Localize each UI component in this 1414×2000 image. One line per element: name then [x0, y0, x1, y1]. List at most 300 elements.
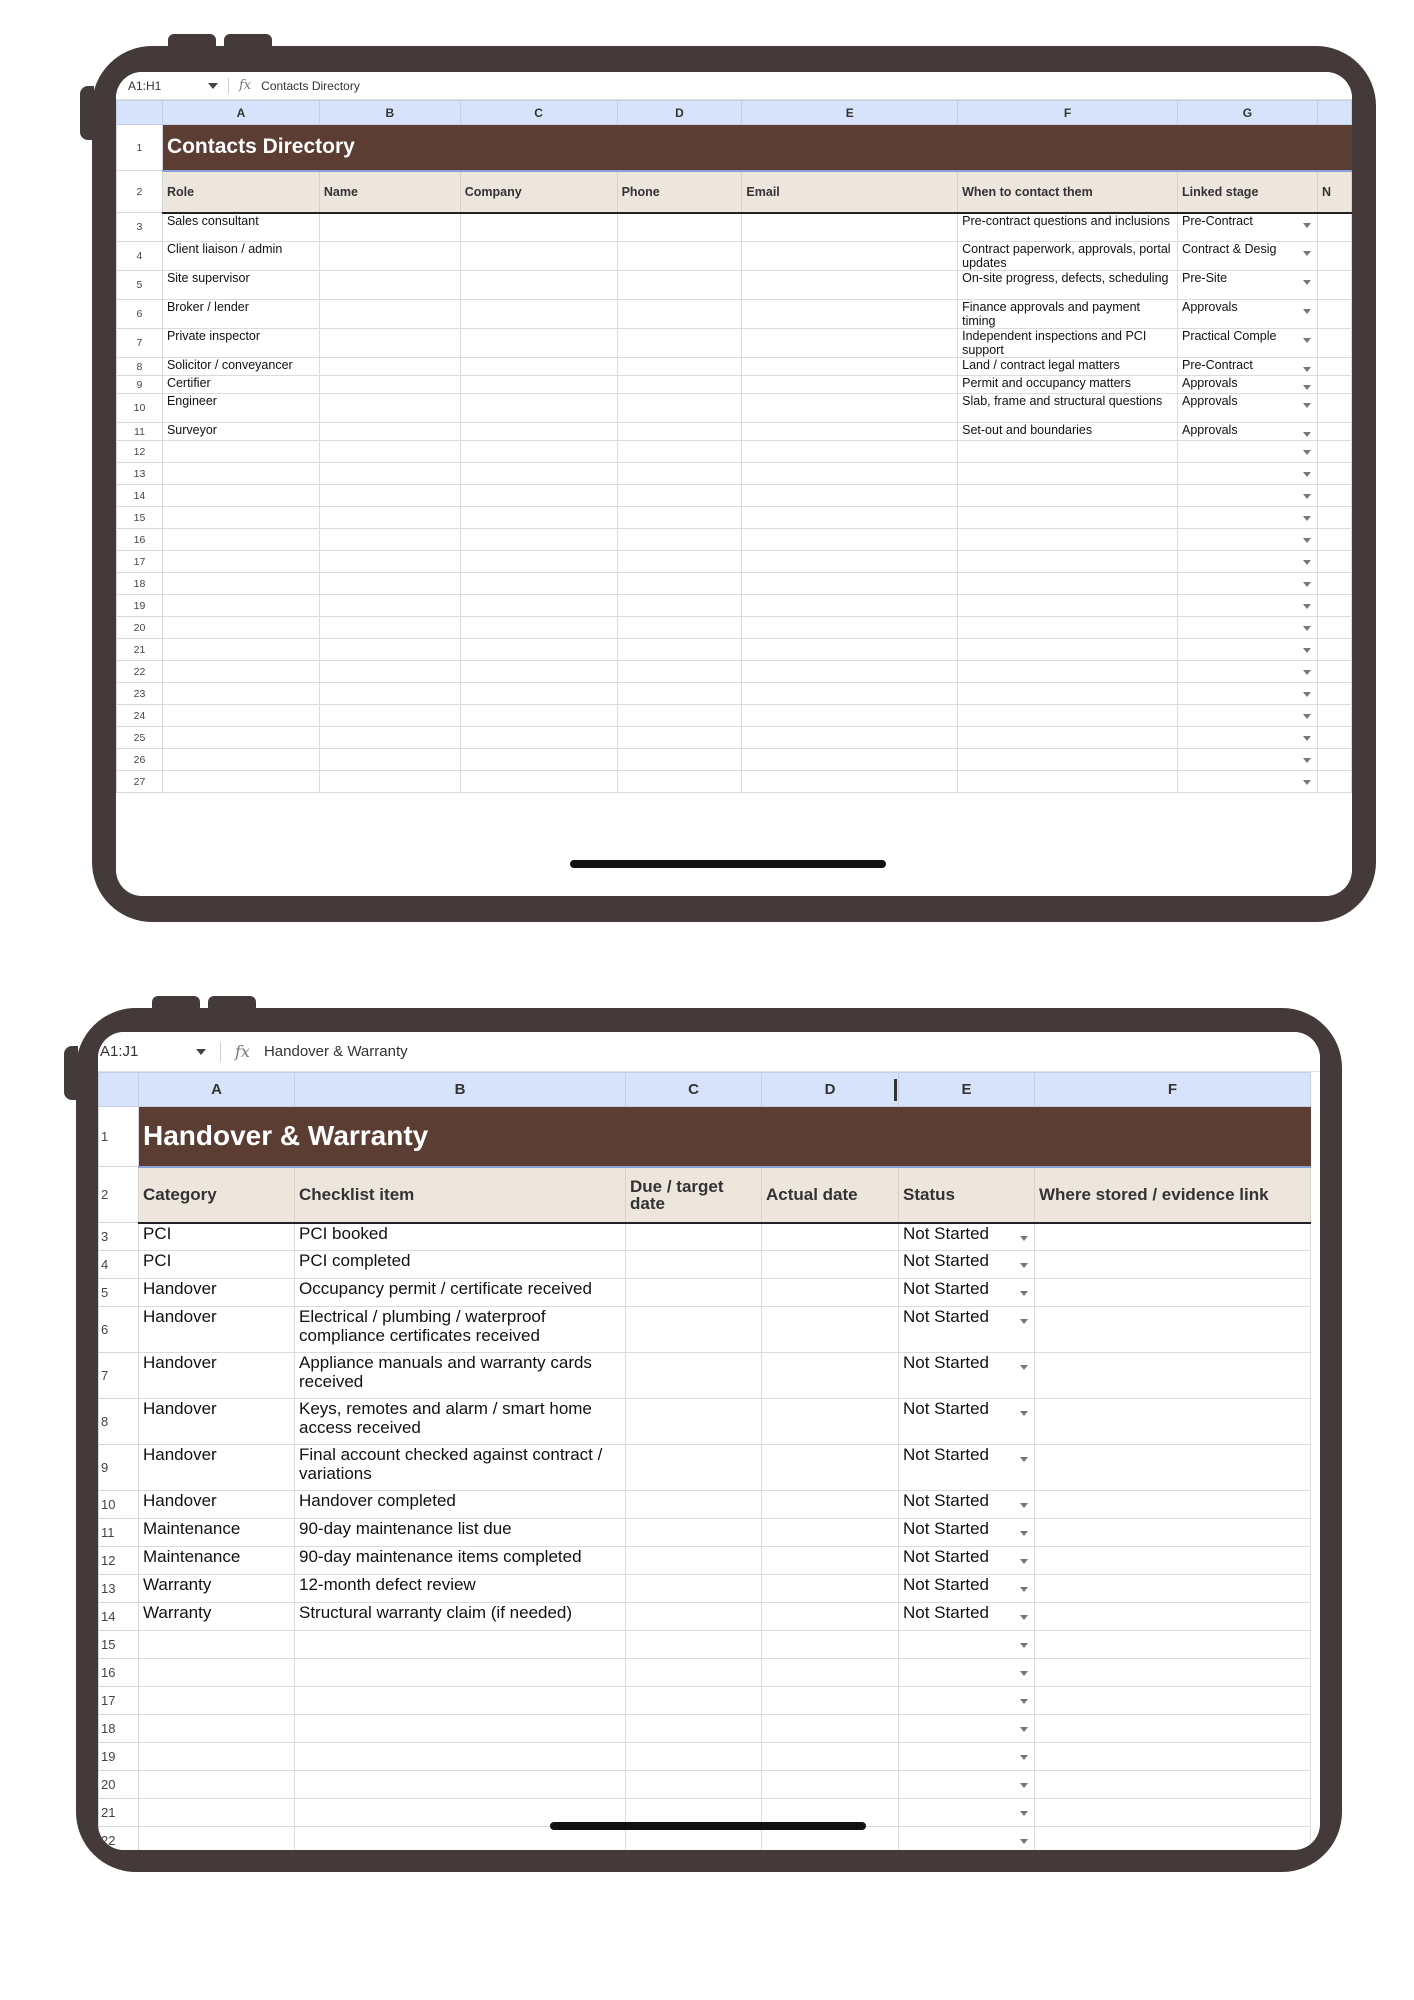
empty-cell[interactable]: [162, 617, 319, 639]
cell-evidence-link[interactable]: [1035, 1251, 1311, 1279]
cell-role[interactable]: Solicitor / conveyancer: [162, 358, 319, 376]
cell-due-date[interactable]: [626, 1547, 762, 1575]
formula-input[interactable]: Handover & Warranty: [263, 1043, 408, 1060]
spreadsheet-grid[interactable]: [116, 100, 1352, 793]
column-header-d[interactable]: [762, 1073, 899, 1107]
cell-due-date[interactable]: [626, 1603, 762, 1631]
empty-cell[interactable]: [1035, 1659, 1311, 1687]
cell-actual-date[interactable]: [762, 1491, 899, 1519]
empty-cell[interactable]: [626, 1743, 762, 1771]
cell-status-dropdown[interactable]: [899, 1399, 1035, 1445]
table-row[interactable]: [117, 463, 1352, 485]
table-row[interactable]: [99, 1491, 1311, 1519]
table-row[interactable]: [99, 1827, 1311, 1851]
empty-cell[interactable]: [742, 661, 958, 683]
empty-cell[interactable]: [1317, 507, 1351, 529]
chevron-down-icon[interactable]: [1303, 472, 1311, 477]
empty-cell[interactable]: [295, 1715, 626, 1743]
cell-status-dropdown[interactable]: [899, 1445, 1035, 1491]
empty-cell[interactable]: [626, 1631, 762, 1659]
column-header-e[interactable]: E: [742, 101, 958, 125]
cell-linked-stage-dropdown[interactable]: [1177, 329, 1317, 358]
empty-cell[interactable]: [319, 463, 460, 485]
cell-category[interactable]: Handover: [139, 1307, 295, 1353]
table-row[interactable]: [117, 394, 1352, 423]
cell-status-dropdown[interactable]: [899, 1799, 1035, 1827]
empty-cell[interactable]: [319, 529, 460, 551]
empty-cell[interactable]: [460, 595, 617, 617]
empty-cell[interactable]: [617, 727, 742, 749]
row-number[interactable]: 5: [99, 1279, 139, 1307]
cell-status-dropdown[interactable]: [899, 1687, 1035, 1715]
cell-status-dropdown[interactable]: [899, 1519, 1035, 1547]
cell-checklist-item[interactable]: Occupancy permit / certificate received: [295, 1279, 626, 1307]
empty-cell[interactable]: [295, 1631, 626, 1659]
empty-cell[interactable]: [319, 683, 460, 705]
row-number[interactable]: 16: [117, 529, 163, 551]
cell-role[interactable]: Broker / lender: [162, 300, 319, 329]
column-header-b[interactable]: B: [295, 1073, 626, 1107]
empty-cell[interactable]: [762, 1715, 899, 1743]
empty-cell[interactable]: [162, 485, 319, 507]
cell-evidence-link[interactable]: [1035, 1353, 1311, 1399]
cell-checklist-item[interactable]: PCI booked: [295, 1223, 626, 1251]
cell-role[interactable]: Engineer: [162, 394, 319, 423]
empty-cell[interactable]: [162, 661, 319, 683]
table-row[interactable]: [117, 376, 1352, 394]
cell-actual-date[interactable]: [762, 1399, 899, 1445]
cell-status-dropdown[interactable]: [899, 1547, 1035, 1575]
cell-when-to-contact[interactable]: Contract paperwork, approvals, portal updates: [958, 242, 1178, 271]
cell-company[interactable]: [460, 213, 617, 242]
cell-linked-stage-dropdown[interactable]: [1177, 595, 1317, 617]
cell-company[interactable]: [460, 271, 617, 300]
chevron-down-icon[interactable]: [1020, 1319, 1028, 1324]
cell-category[interactable]: Maintenance: [139, 1547, 295, 1575]
header-actual-date[interactable]: Actual date: [762, 1167, 899, 1223]
empty-cell[interactable]: [626, 1659, 762, 1687]
cell-actual-date[interactable]: [762, 1603, 899, 1631]
cell-phone[interactable]: [617, 394, 742, 423]
empty-cell[interactable]: [1317, 683, 1351, 705]
empty-cell[interactable]: [162, 683, 319, 705]
cell-evidence-link[interactable]: [1035, 1223, 1311, 1251]
header-when-to-contact[interactable]: When to contact them: [958, 171, 1178, 213]
empty-cell[interactable]: [1035, 1631, 1311, 1659]
column-header-d[interactable]: D: [617, 101, 742, 125]
empty-cell[interactable]: [139, 1659, 295, 1687]
cell-email[interactable]: [742, 300, 958, 329]
row-number[interactable]: 18: [117, 573, 163, 595]
cell-checklist-item[interactable]: 12-month defect review: [295, 1575, 626, 1603]
cell-status-dropdown[interactable]: [899, 1575, 1035, 1603]
chevron-down-icon[interactable]: [1303, 758, 1311, 763]
empty-cell[interactable]: [1317, 485, 1351, 507]
header-phone[interactable]: Phone: [617, 171, 742, 213]
cell-checklist-item[interactable]: Structural warranty claim (if needed): [295, 1603, 626, 1631]
chevron-down-icon[interactable]: [1303, 251, 1311, 256]
table-row[interactable]: [117, 595, 1352, 617]
cell-role[interactable]: Private inspector: [162, 329, 319, 358]
cell-email[interactable]: [742, 271, 958, 300]
empty-cell[interactable]: [162, 573, 319, 595]
row-number[interactable]: 3: [117, 213, 163, 242]
cell-phone[interactable]: [617, 358, 742, 376]
cell-name[interactable]: [319, 329, 460, 358]
table-row[interactable]: [99, 1445, 1311, 1491]
empty-cell[interactable]: [319, 705, 460, 727]
empty-cell[interactable]: [162, 727, 319, 749]
cell-phone[interactable]: [617, 376, 742, 394]
empty-cell[interactable]: [742, 639, 958, 661]
table-row[interactable]: [99, 1251, 1311, 1279]
empty-cell[interactable]: [1317, 661, 1351, 683]
empty-cell[interactable]: [742, 485, 958, 507]
cell-actual-date[interactable]: [762, 1519, 899, 1547]
empty-cell[interactable]: [958, 551, 1178, 573]
empty-cell[interactable]: [626, 1715, 762, 1743]
empty-cell[interactable]: [617, 683, 742, 705]
empty-cell[interactable]: [460, 463, 617, 485]
cell-notes[interactable]: [1317, 376, 1351, 394]
empty-cell[interactable]: [1317, 551, 1351, 573]
table-row[interactable]: [117, 661, 1352, 683]
empty-cell[interactable]: [1035, 1799, 1311, 1827]
cell-evidence-link[interactable]: [1035, 1399, 1311, 1445]
chevron-down-icon[interactable]: [1020, 1531, 1028, 1536]
cell-phone[interactable]: [617, 329, 742, 358]
cell-actual-date[interactable]: [762, 1353, 899, 1399]
table-row[interactable]: [99, 1687, 1311, 1715]
cell-category[interactable]: Maintenance: [139, 1519, 295, 1547]
cell-notes[interactable]: [1317, 394, 1351, 423]
chevron-down-icon[interactable]: [1020, 1411, 1028, 1416]
cell-company[interactable]: [460, 242, 617, 271]
chevron-down-icon[interactable]: [1303, 780, 1311, 785]
empty-cell[interactable]: [762, 1687, 899, 1715]
table-row[interactable]: [117, 423, 1352, 441]
column-header-b[interactable]: B: [319, 101, 460, 125]
empty-cell[interactable]: [958, 507, 1178, 529]
header-evidence-link[interactable]: Where stored / evidence link: [1035, 1167, 1311, 1223]
column-header-c[interactable]: C: [460, 101, 617, 125]
chevron-down-icon[interactable]: [1303, 367, 1311, 372]
cell-category[interactable]: Handover: [139, 1399, 295, 1445]
row-number[interactable]: 23: [117, 683, 163, 705]
empty-cell[interactable]: [626, 1771, 762, 1799]
chevron-down-icon[interactable]: [1303, 385, 1311, 390]
row-number[interactable]: 1: [99, 1107, 139, 1167]
cell-when-to-contact[interactable]: Pre-contract questions and inclusions: [958, 213, 1178, 242]
row-number[interactable]: 15: [99, 1631, 139, 1659]
cell-due-date[interactable]: [626, 1445, 762, 1491]
empty-cell[interactable]: [319, 507, 460, 529]
cell-actual-date[interactable]: [762, 1251, 899, 1279]
cell-notes[interactable]: [1317, 358, 1351, 376]
row-number[interactable]: 2: [99, 1167, 139, 1223]
cell-checklist-item[interactable]: Handover completed: [295, 1491, 626, 1519]
chevron-down-icon[interactable]: [1020, 1236, 1028, 1241]
formula-bar[interactable]: [116, 72, 1352, 100]
chevron-down-icon[interactable]: [1303, 516, 1311, 521]
chevron-down-icon[interactable]: [1020, 1783, 1028, 1788]
name-box[interactable]: A1:J1: [100, 1043, 139, 1060]
empty-cell[interactable]: [958, 595, 1178, 617]
cell-checklist-item[interactable]: Appliance manuals and warranty cards received: [295, 1353, 626, 1399]
chevron-down-icon[interactable]: [1303, 403, 1311, 408]
empty-cell[interactable]: [958, 485, 1178, 507]
empty-cell[interactable]: [1035, 1715, 1311, 1743]
cell-evidence-link[interactable]: [1035, 1575, 1311, 1603]
cell-role[interactable]: Sales consultant: [162, 213, 319, 242]
row-number[interactable]: 27: [117, 771, 163, 793]
cell-company[interactable]: [460, 358, 617, 376]
cell-linked-stage-dropdown[interactable]: [1177, 441, 1317, 463]
chevron-down-icon[interactable]: [1020, 1615, 1028, 1620]
cell-status-dropdown[interactable]: [899, 1771, 1035, 1799]
table-row[interactable]: [117, 213, 1352, 242]
table-row[interactable]: [99, 1715, 1311, 1743]
empty-cell[interactable]: [958, 463, 1178, 485]
chevron-down-icon[interactable]: [1303, 338, 1311, 343]
empty-cell[interactable]: [617, 485, 742, 507]
empty-cell[interactable]: [460, 441, 617, 463]
header-category[interactable]: Category: [139, 1167, 295, 1223]
table-row[interactable]: [99, 1771, 1311, 1799]
row-number[interactable]: 21: [117, 639, 163, 661]
empty-cell[interactable]: [162, 507, 319, 529]
empty-cell[interactable]: [742, 595, 958, 617]
cell-when-to-contact[interactable]: Independent inspections and PCI support: [958, 329, 1178, 358]
empty-cell[interactable]: [1035, 1771, 1311, 1799]
empty-cell[interactable]: [617, 507, 742, 529]
header-name[interactable]: Name: [319, 171, 460, 213]
empty-cell[interactable]: [742, 683, 958, 705]
cell-category[interactable]: Handover: [139, 1491, 295, 1519]
cell-linked-stage-dropdown[interactable]: [1177, 683, 1317, 705]
empty-cell[interactable]: [460, 683, 617, 705]
cell-role[interactable]: Client liaison / admin: [162, 242, 319, 271]
chevron-down-icon[interactable]: [1020, 1699, 1028, 1704]
table-row[interactable]: [99, 1659, 1311, 1687]
empty-cell[interactable]: [162, 705, 319, 727]
empty-cell[interactable]: [1035, 1827, 1311, 1851]
row-number[interactable]: 19: [117, 595, 163, 617]
empty-cell[interactable]: [742, 727, 958, 749]
cell-status-dropdown[interactable]: [899, 1715, 1035, 1743]
empty-cell[interactable]: [460, 617, 617, 639]
table-row[interactable]: [99, 1631, 1311, 1659]
column-header-a[interactable]: A: [139, 1073, 295, 1107]
header-status[interactable]: Status: [899, 1167, 1035, 1223]
select-all-corner[interactable]: [117, 101, 163, 125]
table-row[interactable]: [117, 507, 1352, 529]
cell-name[interactable]: [319, 394, 460, 423]
empty-cell[interactable]: [162, 595, 319, 617]
chevron-down-icon[interactable]: [1020, 1291, 1028, 1296]
cell-email[interactable]: [742, 242, 958, 271]
cell-phone[interactable]: [617, 300, 742, 329]
chevron-down-icon[interactable]: [1020, 1559, 1028, 1564]
empty-cell[interactable]: [617, 705, 742, 727]
empty-cell[interactable]: [162, 749, 319, 771]
cell-category[interactable]: Handover: [139, 1445, 295, 1491]
cell-evidence-link[interactable]: [1035, 1307, 1311, 1353]
cell-evidence-link[interactable]: [1035, 1491, 1311, 1519]
row-number[interactable]: 9: [117, 376, 163, 394]
cell-checklist-item[interactable]: Electrical / plumbing / waterproof compliance certificates received: [295, 1307, 626, 1353]
cell-role[interactable]: Site supervisor: [162, 271, 319, 300]
row-number[interactable]: 25: [117, 727, 163, 749]
table-row[interactable]: [117, 727, 1352, 749]
table-row[interactable]: [99, 1353, 1311, 1399]
cell-status-dropdown[interactable]: [899, 1631, 1035, 1659]
cell-when-to-contact[interactable]: Set-out and boundaries: [958, 423, 1178, 441]
empty-cell[interactable]: [1317, 529, 1351, 551]
cell-when-to-contact[interactable]: Land / contract legal matters: [958, 358, 1178, 376]
table-row[interactable]: [117, 771, 1352, 793]
cell-linked-stage-dropdown[interactable]: [1177, 749, 1317, 771]
cell-evidence-link[interactable]: [1035, 1519, 1311, 1547]
cell-actual-date[interactable]: [762, 1307, 899, 1353]
cell-email[interactable]: [742, 423, 958, 441]
cell-due-date[interactable]: [626, 1399, 762, 1445]
cell-linked-stage-dropdown[interactable]: [1177, 394, 1317, 423]
empty-cell[interactable]: [319, 441, 460, 463]
cell-linked-stage-dropdown[interactable]: [1177, 507, 1317, 529]
empty-cell[interactable]: [1317, 617, 1351, 639]
cell-notes[interactable]: [1317, 300, 1351, 329]
cell-notes[interactable]: [1317, 242, 1351, 271]
row-number[interactable]: 1: [117, 125, 163, 171]
cell-evidence-link[interactable]: [1035, 1547, 1311, 1575]
table-row[interactable]: [99, 1743, 1311, 1771]
chevron-down-icon[interactable]: [1303, 494, 1311, 499]
cell-email[interactable]: [742, 376, 958, 394]
cell-phone[interactable]: [617, 242, 742, 271]
empty-cell[interactable]: [1317, 463, 1351, 485]
empty-cell[interactable]: [162, 551, 319, 573]
cell-linked-stage-dropdown[interactable]: [1177, 376, 1317, 394]
table-row[interactable]: [117, 573, 1352, 595]
row-number[interactable]: 5: [117, 271, 163, 300]
row-number[interactable]: 4: [117, 242, 163, 271]
empty-cell[interactable]: [617, 551, 742, 573]
empty-cell[interactable]: [139, 1827, 295, 1851]
chevron-down-icon[interactable]: [1020, 1503, 1028, 1508]
cell-when-to-contact[interactable]: Slab, frame and structural questions: [958, 394, 1178, 423]
header-email[interactable]: Email: [742, 171, 958, 213]
cell-category[interactable]: Handover: [139, 1279, 295, 1307]
empty-cell[interactable]: [958, 639, 1178, 661]
empty-cell[interactable]: [460, 485, 617, 507]
header-due-date[interactable]: Due / target date: [626, 1167, 762, 1223]
empty-cell[interactable]: [460, 551, 617, 573]
row-number[interactable]: 24: [117, 705, 163, 727]
cell-name[interactable]: [319, 242, 460, 271]
sheet-title[interactable]: Handover & Warranty: [139, 1107, 1311, 1167]
cell-phone[interactable]: [617, 213, 742, 242]
empty-cell[interactable]: [162, 463, 319, 485]
empty-cell[interactable]: [139, 1743, 295, 1771]
row-number[interactable]: 22: [117, 661, 163, 683]
cell-email[interactable]: [742, 329, 958, 358]
row-number[interactable]: 20: [99, 1771, 139, 1799]
empty-cell[interactable]: [319, 661, 460, 683]
empty-cell[interactable]: [319, 551, 460, 573]
empty-cell[interactable]: [1317, 771, 1351, 793]
cell-name[interactable]: [319, 358, 460, 376]
cell-notes[interactable]: [1317, 213, 1351, 242]
cell-checklist-item[interactable]: 90-day maintenance items completed: [295, 1547, 626, 1575]
empty-cell[interactable]: [460, 727, 617, 749]
empty-cell[interactable]: [617, 595, 742, 617]
table-row[interactable]: [117, 683, 1352, 705]
cell-linked-stage-dropdown[interactable]: [1177, 529, 1317, 551]
cell-linked-stage-dropdown[interactable]: [1177, 639, 1317, 661]
empty-cell[interactable]: [617, 617, 742, 639]
empty-cell[interactable]: [626, 1827, 762, 1851]
empty-cell[interactable]: [1317, 639, 1351, 661]
row-number[interactable]: 12: [99, 1547, 139, 1575]
empty-cell[interactable]: [1317, 441, 1351, 463]
cell-category[interactable]: Warranty: [139, 1575, 295, 1603]
cell-linked-stage-dropdown[interactable]: [1177, 705, 1317, 727]
cell-checklist-item[interactable]: Final account checked against contract / variations: [295, 1445, 626, 1491]
chevron-down-icon[interactable]: [1303, 560, 1311, 565]
row-number[interactable]: 20: [117, 617, 163, 639]
row-number[interactable]: 3: [99, 1223, 139, 1251]
row-number[interactable]: 8: [99, 1399, 139, 1445]
row-number[interactable]: 8: [117, 358, 163, 376]
empty-cell[interactable]: [162, 771, 319, 793]
empty-cell[interactable]: [742, 771, 958, 793]
cell-when-to-contact[interactable]: Finance approvals and payment timing: [958, 300, 1178, 329]
empty-cell[interactable]: [742, 617, 958, 639]
cell-company[interactable]: [460, 329, 617, 358]
empty-cell[interactable]: [139, 1687, 295, 1715]
cell-checklist-item[interactable]: PCI completed: [295, 1251, 626, 1279]
empty-cell[interactable]: [626, 1687, 762, 1715]
empty-cell[interactable]: [742, 705, 958, 727]
row-number[interactable]: 14: [117, 485, 163, 507]
column-resize-handle-icon[interactable]: [894, 1079, 899, 1101]
cell-checklist-item[interactable]: 90-day maintenance list due: [295, 1519, 626, 1547]
empty-cell[interactable]: [762, 1631, 899, 1659]
chevron-down-icon[interactable]: [1020, 1365, 1028, 1370]
row-number[interactable]: 15: [117, 507, 163, 529]
empty-cell[interactable]: [958, 705, 1178, 727]
cell-linked-stage-dropdown[interactable]: [1177, 300, 1317, 329]
chevron-down-icon[interactable]: [1020, 1587, 1028, 1592]
cell-linked-stage-dropdown[interactable]: [1177, 463, 1317, 485]
chevron-down-icon[interactable]: [1303, 714, 1311, 719]
table-row[interactable]: [117, 358, 1352, 376]
empty-cell[interactable]: [139, 1631, 295, 1659]
column-header-e[interactable]: E: [899, 1073, 1035, 1107]
table-row[interactable]: [117, 617, 1352, 639]
empty-cell[interactable]: [319, 617, 460, 639]
empty-cell[interactable]: [162, 639, 319, 661]
empty-cell[interactable]: [742, 551, 958, 573]
table-row[interactable]: [117, 639, 1352, 661]
cell-linked-stage-dropdown[interactable]: [1177, 551, 1317, 573]
empty-cell[interactable]: [460, 507, 617, 529]
empty-cell[interactable]: [742, 529, 958, 551]
cell-email[interactable]: [742, 394, 958, 423]
header-linked-stage[interactable]: Linked stage: [1177, 171, 1317, 213]
row-number[interactable]: 21: [99, 1799, 139, 1827]
